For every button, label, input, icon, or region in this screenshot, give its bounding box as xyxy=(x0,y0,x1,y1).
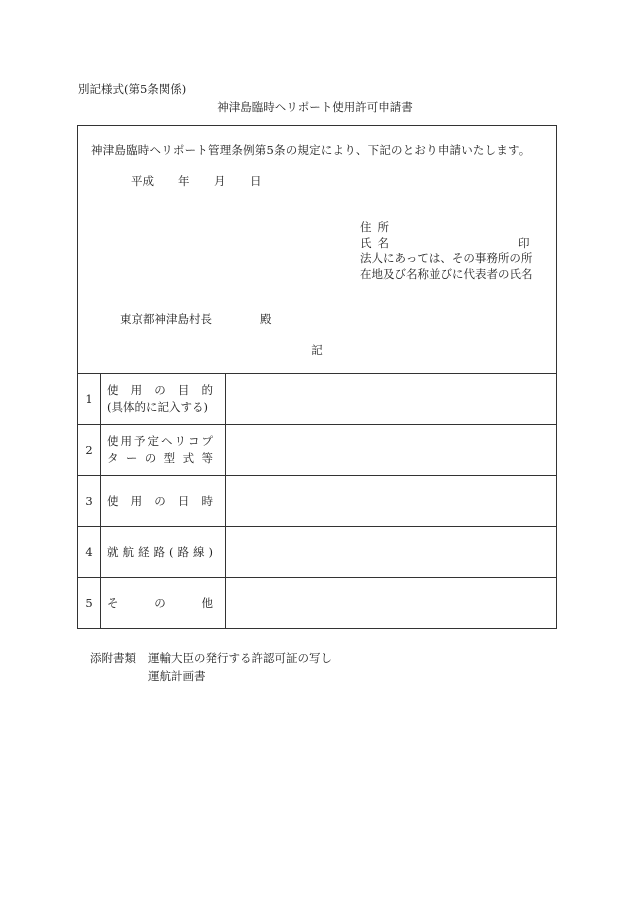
item-label-line1: 就 航 経 路 ( 路 線 ) xyxy=(107,544,213,559)
attachments-label: 添附書類 xyxy=(90,651,136,665)
item-number: 5 xyxy=(78,578,101,629)
item-value xyxy=(226,425,557,476)
item-label-line2: タ ー の 型 式 等 xyxy=(107,451,213,465)
item-number: 3 xyxy=(78,476,101,527)
items-table xyxy=(77,373,557,629)
item-value xyxy=(226,527,557,578)
item-number: 2 xyxy=(78,425,101,476)
intro-text: 神津島臨時ヘリポート管理条例第5条の規定により、下記のとおり申請いたします。 xyxy=(91,143,531,157)
address-label: 住所 xyxy=(360,220,395,234)
date-era: 平成 xyxy=(131,174,154,188)
date-month-unit: 月 xyxy=(214,174,226,188)
item-value xyxy=(226,578,557,629)
item-label-line1: そ の 他 xyxy=(107,595,213,610)
attachment-doc: 運航計画書 xyxy=(148,669,206,683)
item-label xyxy=(101,425,226,476)
item-label-line1: 使 用 の 目 的 xyxy=(107,383,213,397)
item-label-line1: 使 用 の 日 時 xyxy=(107,493,213,508)
form-label: 別記様式(第5条関係) xyxy=(78,82,187,96)
table-row xyxy=(78,425,557,476)
item-value xyxy=(226,476,557,527)
item-label-line2: (具体的に記入する) xyxy=(107,400,208,414)
corp-note-line2: 在地及び名称並びに代表者の氏名 xyxy=(360,267,533,281)
seal-mark: 印 xyxy=(518,236,530,250)
attachment-doc: 運輸大臣の発行する許認可証の写し xyxy=(148,651,332,665)
item-label-line1: 使 用 予 定 ヘ リ コ プ xyxy=(107,434,213,448)
addressee: 東京都神津島村長 xyxy=(120,312,212,326)
table-row xyxy=(78,527,557,578)
date-year-unit: 年 xyxy=(178,174,190,188)
name-label: 氏名 xyxy=(360,236,395,250)
corp-note-line1: 法人にあっては、その事務所の所 xyxy=(360,251,533,265)
item-label xyxy=(101,578,226,629)
item-number: 1 xyxy=(78,374,101,425)
application-box xyxy=(77,125,557,374)
table-row xyxy=(78,578,557,629)
item-number: 4 xyxy=(78,527,101,578)
item-label xyxy=(101,374,226,425)
table-row xyxy=(78,476,557,527)
form-title: 神津島臨時ヘリポート使用許可申請書 xyxy=(217,100,413,114)
item-label xyxy=(101,527,226,578)
ki-heading: 記 xyxy=(311,343,323,357)
item-label xyxy=(101,476,226,527)
table-row xyxy=(78,374,557,425)
item-value xyxy=(226,374,557,425)
date-day-unit: 日 xyxy=(250,174,262,188)
honorific: 殿 xyxy=(260,312,272,326)
